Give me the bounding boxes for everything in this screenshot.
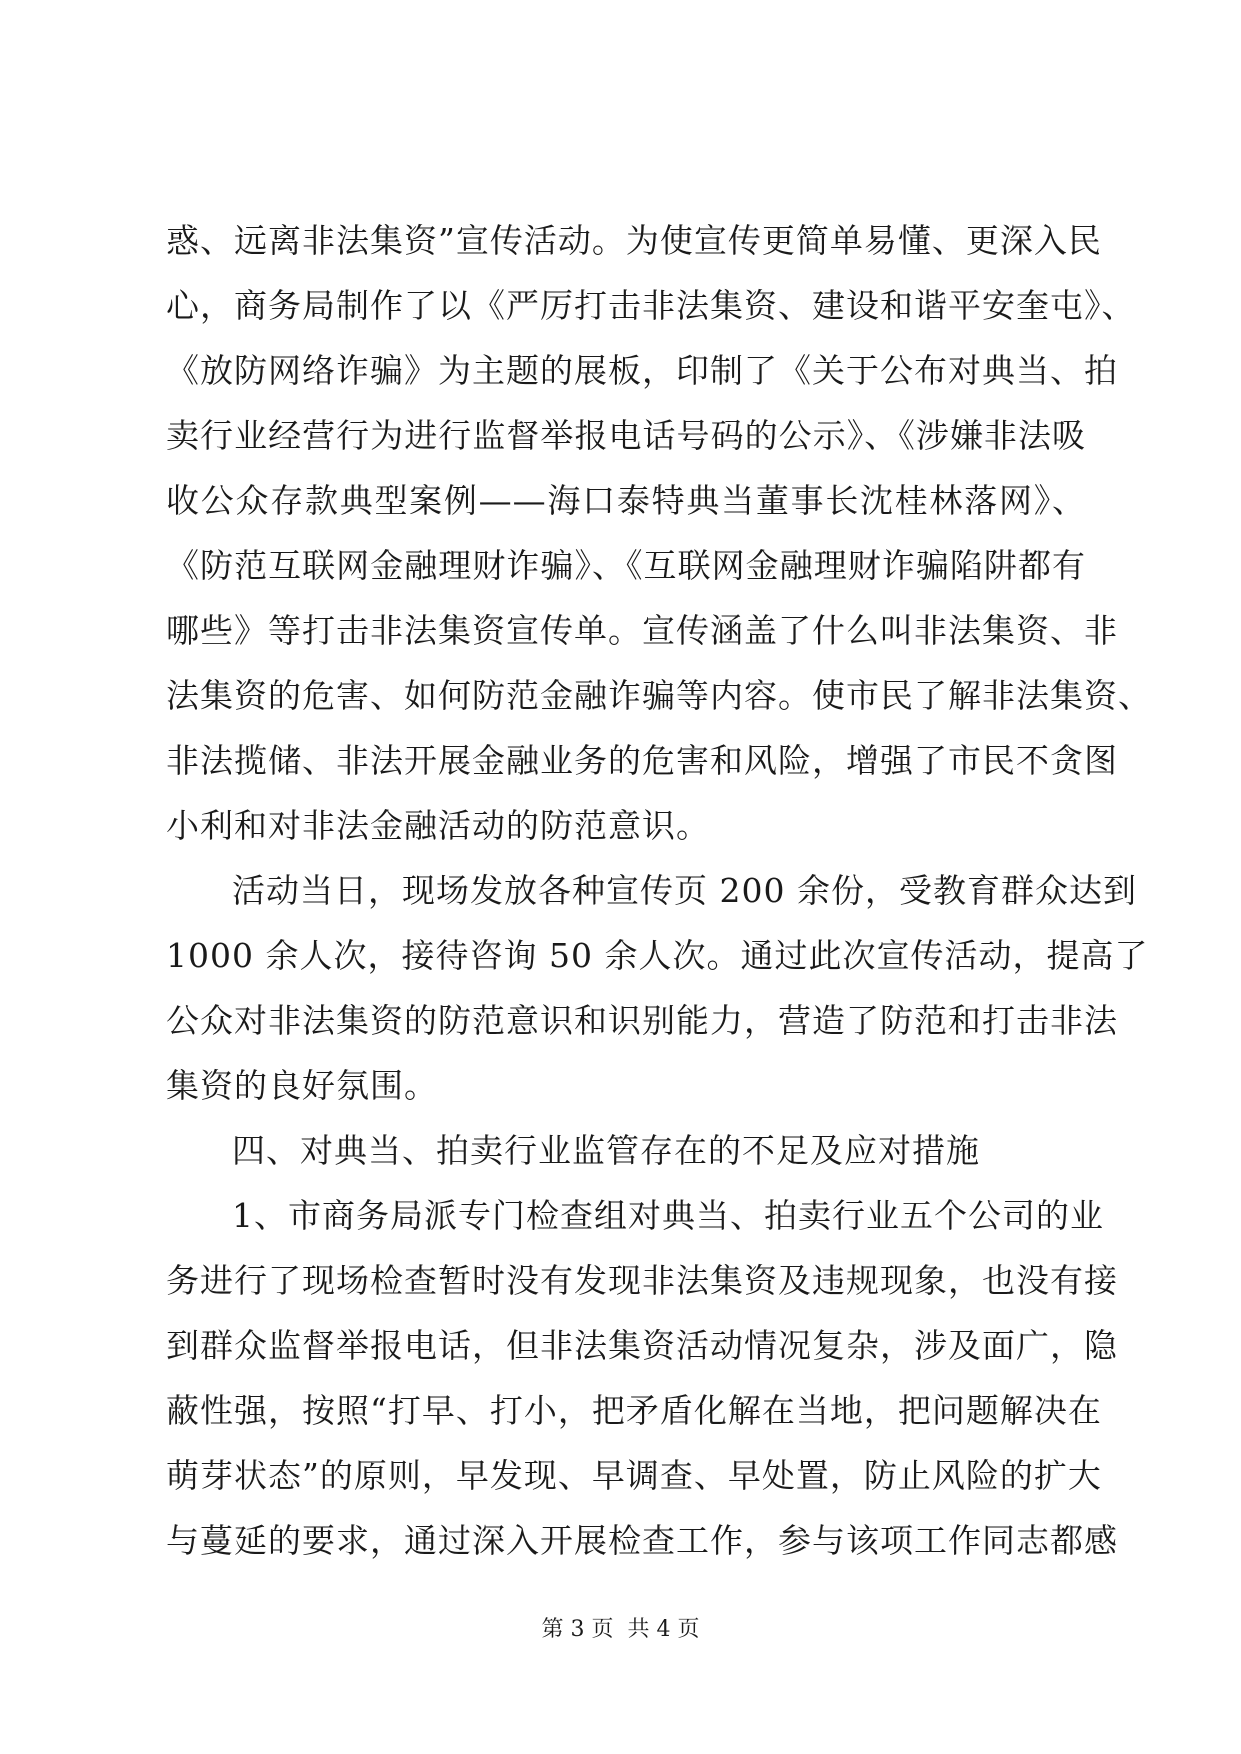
text-line: 1000 余人次，接待咨询 50 余人次。通过此次宣传活动，提高了 xyxy=(166,936,1149,975)
text-line: 公众对非法集资的防范意识和识别能力，营造了防范和打击非法 xyxy=(166,1001,1118,1040)
text-line: 惑、远离非法集资”宣传活动。为使宣传更简单易懂、更深入民 xyxy=(166,221,1102,260)
text-line: 活动当日，现场发放各种宣传页 200 余份，受教育群众达到 xyxy=(232,871,1137,910)
text-line: 蔽性强，按照“打早、打小，把矛盾化解在当地，把问题解决在 xyxy=(166,1391,1102,1430)
text-line: 非法揽储、非法开展金融业务的危害和风险，增强了市民不贪图 xyxy=(166,741,1118,780)
text-line: 心，商务局制作了以《严厉打击非法集资、建设和谐平安奎屯》、 xyxy=(166,286,1136,325)
text-line: 《放防网络诈骗》为主题的展板，印制了《关于公布对典当、拍 xyxy=(166,351,1118,390)
text-line: 与蔓延的要求，通过深入开展检查工作，参与该项工作同志都感 xyxy=(166,1521,1118,1560)
text-line: 萌芽状态”的原则，早发现、早调查、早处置，防止风险的扩大 xyxy=(166,1456,1102,1495)
page-number-label: 第 3 页 共 4 页 xyxy=(541,1617,700,1642)
text-line: 哪些》等打击非法集资宣传单。宣传涵盖了什么叫非法集资、非 xyxy=(166,611,1118,650)
text-line: 务进行了现场检查暂时没有发现非法集资及违规现象，也没有接 xyxy=(166,1261,1118,1300)
text-line: 收公众存款典型案例——海口泰特典当董事长沈桂林落网》、 xyxy=(166,481,1086,520)
text-line: 小利和对非法金融活动的防范意识。 xyxy=(166,806,710,845)
text-line: 四、对典当、拍卖行业监管存在的不足及应对措施 xyxy=(232,1131,980,1170)
text-line: 法集资的危害、如何防范金融诈骗等内容。使市民了解非法集资、 xyxy=(166,676,1152,715)
page-footer xyxy=(0,1612,1241,1643)
text-line: 卖行业经营行为进行监督举报电话号码的公示》、《涉嫌非法吸 xyxy=(166,416,1086,455)
text-line: 到群众监督举报电话，但非法集资活动情况复杂，涉及面广，隐 xyxy=(166,1326,1118,1365)
text-line: 《防范互联网金融理财诈骗》、《互联网金融理财诈骗陷阱都有 xyxy=(166,546,1086,585)
document-body xyxy=(166,208,1152,1573)
text-line: 1、市商务局派专门检查组对典当、拍卖行业五个公司的业 xyxy=(232,1196,1104,1235)
text-line: 集资的良好氛围。 xyxy=(166,1066,438,1105)
